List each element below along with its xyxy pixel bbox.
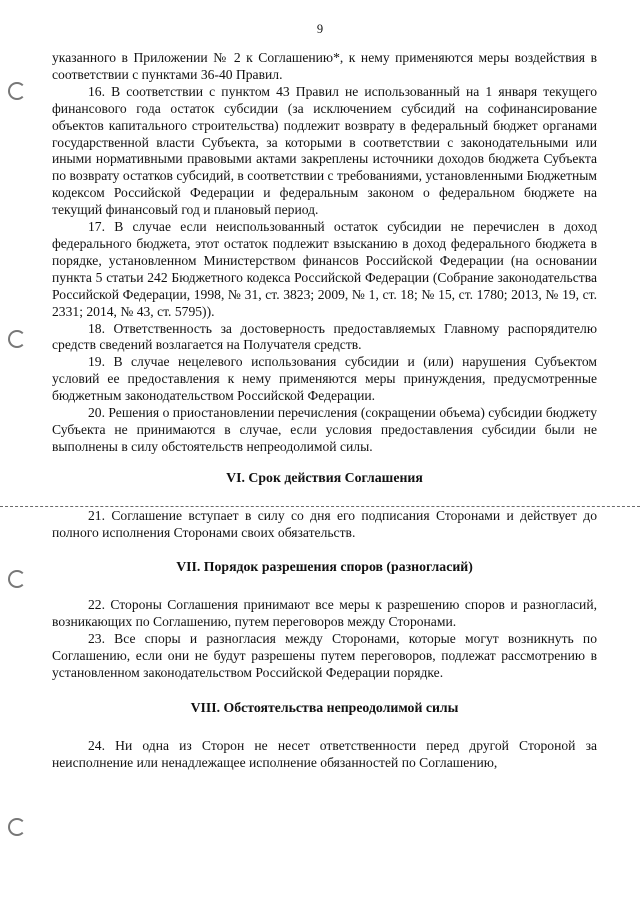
paragraph-21: 21. Соглашение вступает в силу со дня его подписания Сторонами и действует до полного исполнения Сторонами своих обязательств. [52, 507, 597, 540]
paragraph-19: 19. В случае нецелевого использования субсидии и (или) нарушения Субъектом условий ее предоставления к нему применяются меры принуждения, предусмотренные бюджетным законодательством Российской Федерации. [52, 354, 597, 404]
paragraph-22: 22. Стороны Соглашения принимают все меры к разрешению споров и разногласий, возникающих по Соглашению, путем переговоров между Сторонами. [52, 597, 597, 630]
paragraph-16: 16. В соответствии с пунктом 43 Правил не использованный на 1 января текущего финансового года остаток субсидии (за исключением субсидий на софинансирование объектов капитального строительства) подлежит возврату в федеральный бюджет органами государственной власти Субъекта, за которыми в соответствии с законодательными или иными нормативными правовыми актами закреплены источники доходов бюджета Субъекта по возврату остатков субсидий, в соответствии с требованиями, установленными Бюджетным кодексом Российской Федерации и федеральным законом о федеральном бюджете на текущий финансовый год и плановый период. [52, 83, 597, 218]
paragraph-15-continuation: указанного в Приложении № 2 к Соглашению*, к нему применяются меры воздействия в соответствии с пунктами 36-40 Правил. [52, 50, 597, 82]
paragraph-18: 18. Ответственность за достоверность предоставляемых Главному распорядителю средств сведений возлагается на Получателя средств. [52, 320, 597, 353]
paragraph-24: 24. Ни одна из Сторон не несет ответственности перед другой Стороной за неисполнение или ненадлежащее исполнение обязанностей по Соглашению, [52, 737, 597, 770]
binder-hole-mark [8, 82, 26, 100]
section-8-heading: VIII. Обстоятельства непреодолимой силы [190, 699, 459, 715]
binder-hole-mark [8, 818, 26, 836]
page-number: 9 [316, 22, 324, 36]
paragraph-20: 20. Решения о приостановлении перечисления (сокращении объема) субсидии бюджету Субъекта не принимаются в случае, если условия предоставления субсидии были не выполнены в силу обстоятельств непреодолимой силы. [52, 405, 597, 454]
paragraph-17: 17. В случае если неиспользованный остаток субсидии не перечислен в доход федерального бюджета, этот остаток подлежит взысканию в доход федерального бюджета в порядке, установленном Министерством финансов Российской Федерации (на основании пункта 5 статьи 242 Бюджетного кодекса Российской Федерации (Собрание законодательства Российской Федерации, 1998, № 31, ст. 3823; 2009, № 1, ст. 18; № 15, ст. 1780; 2013, № 19, ст. 2331; 2014, № 43, ст. 5795)). [52, 219, 597, 319]
binder-hole-mark [8, 330, 26, 348]
section-7-heading: VII. Порядок разрешения споров (разногласий) [176, 559, 473, 575]
document-body [52, 50, 597, 772]
binder-hole-mark [8, 570, 26, 588]
section-6-heading: VI. Срок действия Соглашения [226, 469, 423, 485]
paragraph-23: 23. Все споры и разногласия между Сторонами, которые могут возникнуть по Соглашению, если они не будут разрешены путем переговоров, подлежат рассмотрению в установленном законодательством Российской Федерации порядке. [52, 631, 597, 680]
